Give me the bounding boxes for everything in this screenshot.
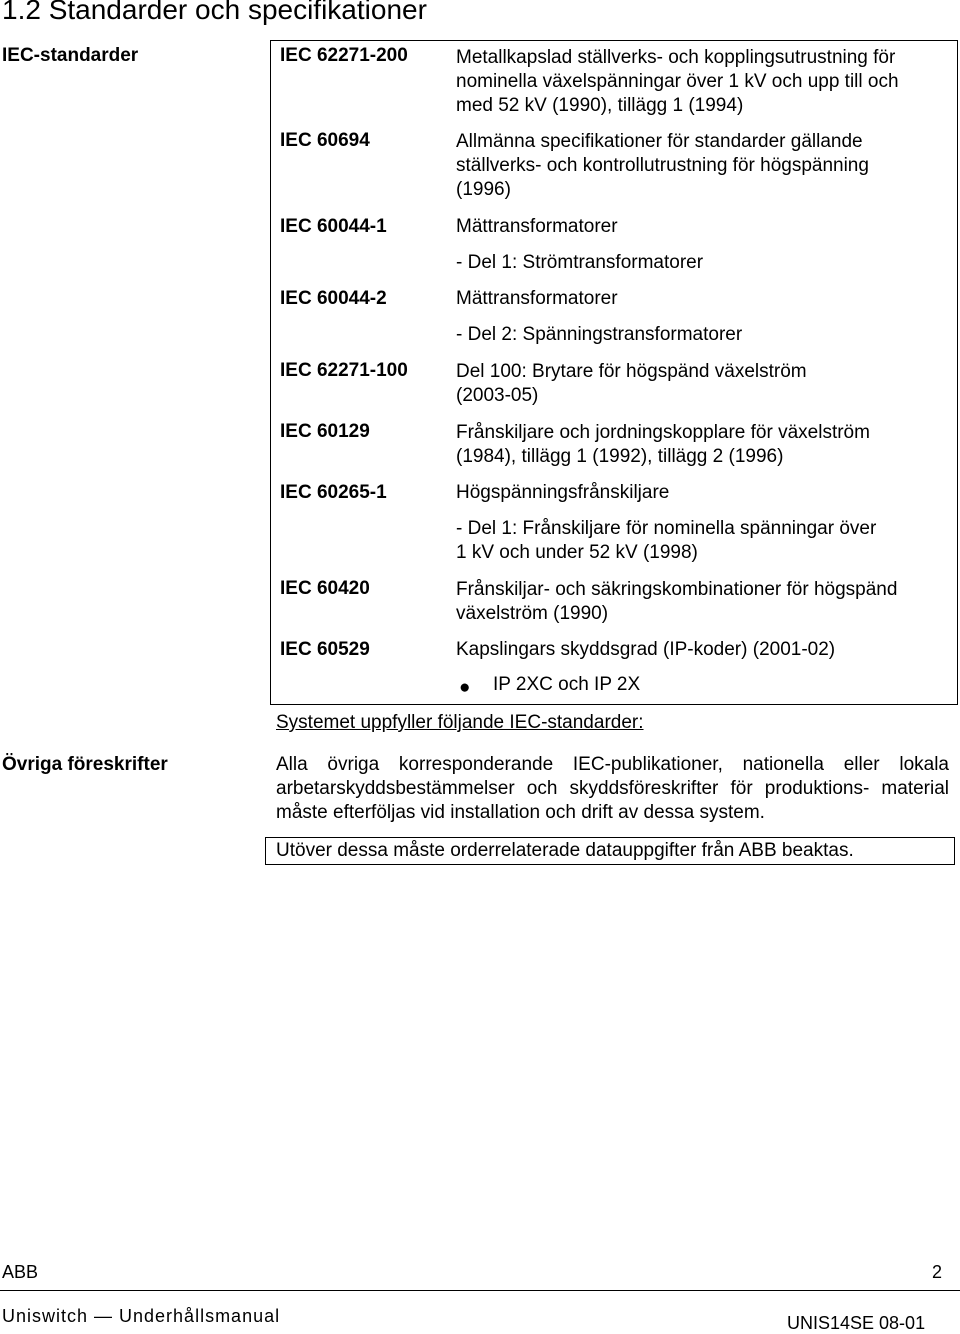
other-regulations-text: Alla övriga korresponderande IEC-publikationer, nationella eller lokala arbetarskyddsbestämmelser och skyddsföreskrifter för produktions- material måste efterföljas vid installation och drift av dessa system. <box>276 754 949 823</box>
bullet-icon: ● <box>459 677 471 698</box>
section-heading: 1.2 Standarder och specifikationer <box>2 0 427 25</box>
standard-description: Mättransformatorer - Del 1: Strömtransformatorer <box>456 216 704 273</box>
standard-description: Frånskiljare och jordningskopplare för växelström (1984), tillägg 1 (1992), tillägg 2 (1996) <box>456 422 870 467</box>
standard-code: IEC 60044-2 <box>280 288 387 309</box>
standard-code: IEC 62271-100 <box>280 360 408 381</box>
standard-description: Del 100: Brytare för högspänd växelström (2003-05) <box>456 361 807 406</box>
standard-code: IEC 62271-200 <box>280 45 408 66</box>
other-regulations-label: Övriga föreskrifter <box>2 754 168 775</box>
standard-code: IEC 60694 <box>280 130 370 151</box>
standard-code: IEC 60529 <box>280 639 370 660</box>
compliance-note: Systemet uppfyller följande IEC-standarder: <box>276 712 644 733</box>
standard-description: Metallkapslad ställverks- och kopplingsutrustning för nominella växelspänningar över 1 kV och upp till och med 52 kV (1990), tillägg 1 (1994) <box>456 47 899 116</box>
standard-description: Allmänna specifikationer för standarder gällande ställverks- och kontrollutrustning för högspänning (1996) <box>456 131 869 200</box>
footer-company: ABB <box>2 1262 39 1282</box>
note-text: Utöver dessa måste orderrelaterade datauppgifter från ABB beaktas. <box>276 840 854 861</box>
standard-code: IEC 60420 <box>280 578 370 599</box>
standard-description: Frånskiljar- och säkringskombinationer för högspänd växelström (1990) <box>456 579 898 624</box>
footer-divider <box>0 1290 960 1291</box>
footer-manual-title: Uniswitch — Underhållsmanual <box>2 1306 281 1326</box>
footer-page-number: 2 <box>932 1262 943 1282</box>
standard-description: Mättransformatorer - Del 2: Spänningstransformatorer <box>456 288 743 345</box>
standard-code: IEC 60044-1 <box>280 216 387 237</box>
standard-code: IEC 60129 <box>280 421 370 442</box>
standard-code: IEC 60265-1 <box>280 482 387 503</box>
standard-description: Högspänningsfrånskiljare - Del 1: Frånskiljare för nominella spänningar över 1 kV och under 52 kV (1998) <box>456 482 877 563</box>
standard-description: Kapslingars skyddsgrad (IP-koder) (2001-02) <box>456 639 836 660</box>
footer-document-id: UNIS14SE 08-01 <box>787 1313 926 1333</box>
bullet-item: IP 2XC och IP 2X <box>493 674 641 695</box>
iec-standards-label: IEC-standarder <box>2 45 139 66</box>
